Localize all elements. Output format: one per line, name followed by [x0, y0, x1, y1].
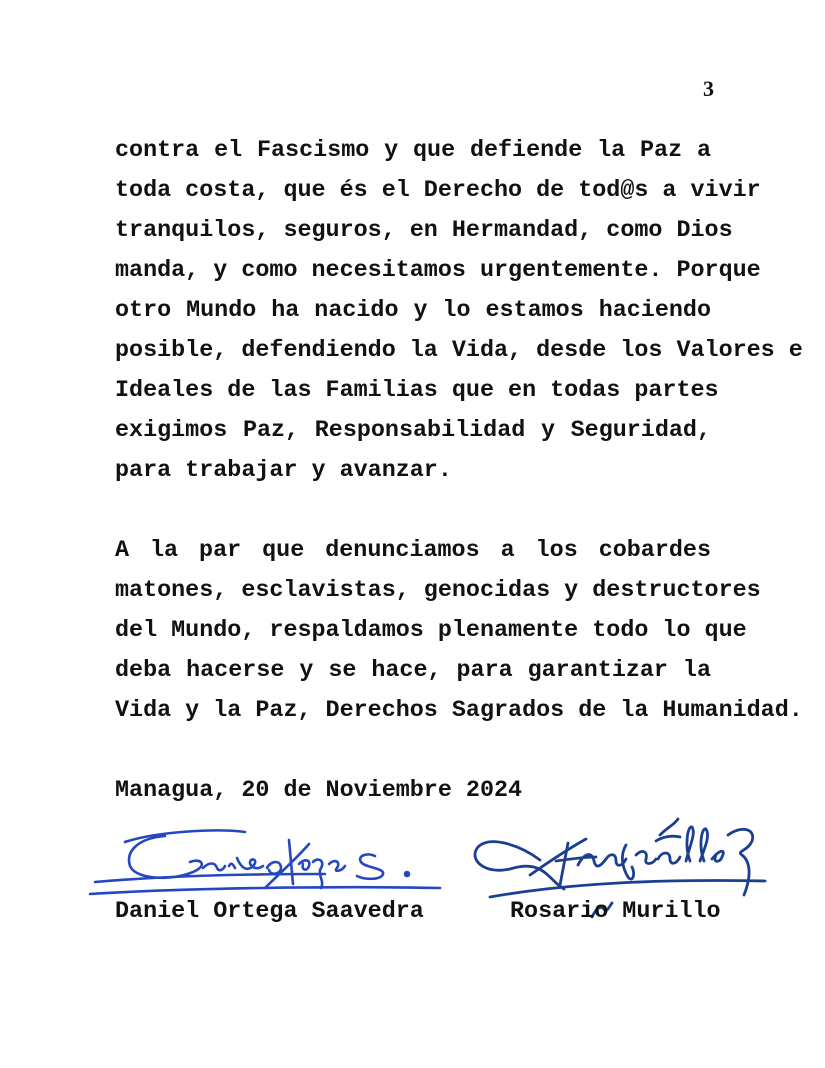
text-line: para trabajar y avanzar.: [115, 458, 452, 484]
text-line: Vida y la Paz, Derechos Sagrados de la Humanidad.: [115, 698, 803, 724]
text-line: otro Mundo ha nacido y lo estamos haciendo: [115, 298, 711, 324]
text-line: posible, defendiendo la Vida, desde los Valores e: [115, 338, 803, 364]
signatory-name-left: Daniel Ortega Saavedra: [115, 899, 424, 925]
place-date: Managua, 20 de Noviembre 2024: [115, 778, 523, 804]
text-line: tranquilos, seguros, en Hermandad, como Dios: [115, 218, 733, 244]
paragraph-1: [115, 131, 803, 491]
text-line: Ideales de las Familias que en todas partes: [115, 378, 719, 404]
paragraph-2: [115, 531, 803, 731]
signatory-name-right: Rosario Murillo: [510, 899, 721, 925]
text-line: matones, esclavistas, genocidas y destructores: [115, 578, 761, 604]
text-line: del Mundo, respaldamos plenamente todo lo que: [115, 618, 747, 644]
page-number: 3: [703, 76, 714, 101]
text-line: contra el Fascismo y que defiende la Paz a: [115, 138, 711, 164]
text-line: A la par que denunciamos a los cobardes: [115, 538, 711, 564]
text-line: exigimos Paz, Responsabilidad y Seguridad,: [115, 418, 711, 444]
text-line: manda, y como necesitamos urgentemente. Porque: [115, 258, 761, 284]
signature-daniel-ortega: [85, 822, 445, 902]
text-line: toda costa, que és el Derecho de tod@s a vivir: [115, 178, 761, 204]
text-line: deba hacerse y se hace, para garantizar la: [115, 658, 711, 684]
